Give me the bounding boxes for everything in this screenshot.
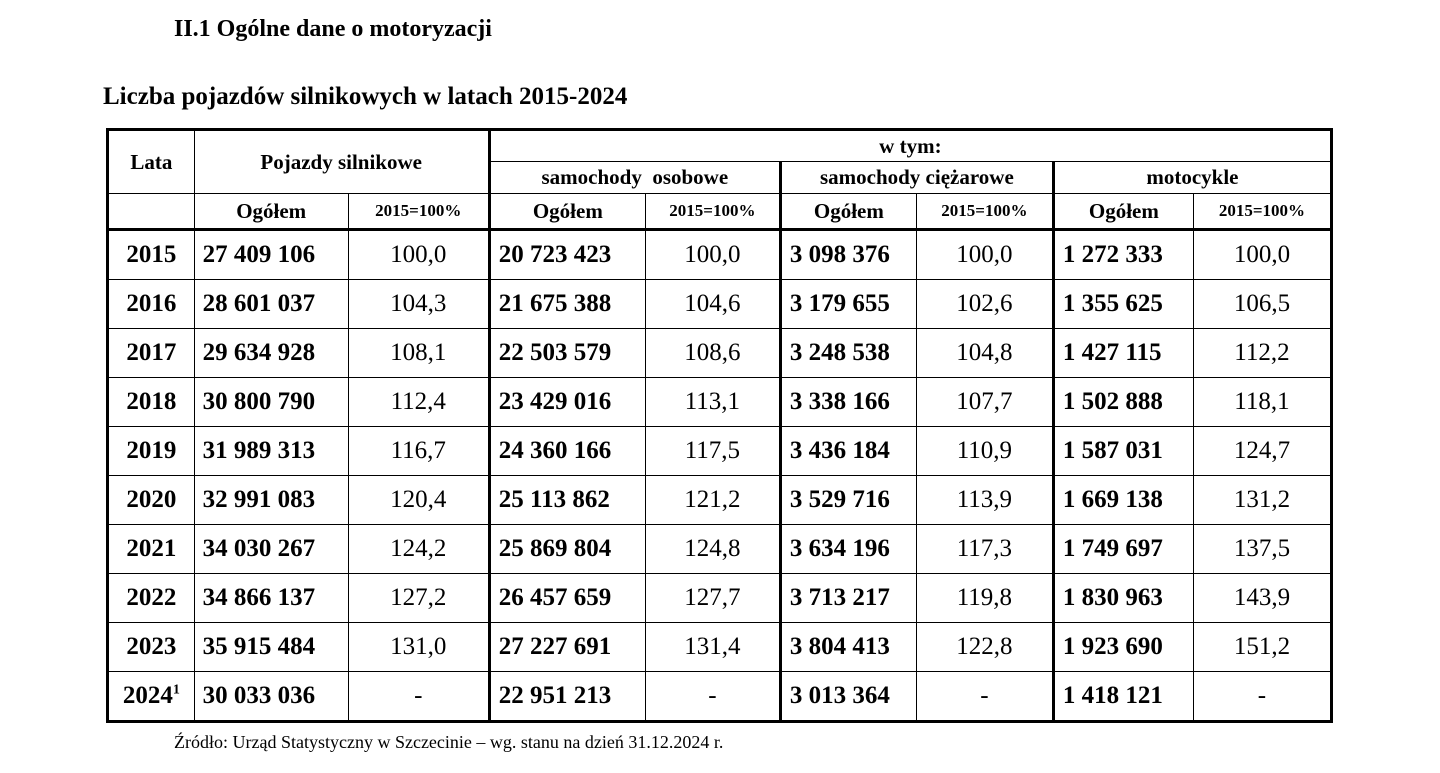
motorcycles-total: 1 923 690 [1053,623,1193,672]
header-trucks: samochody ciężarowe [780,162,1053,194]
section-title: II.1 Ogólne dane o motoryzacji [174,16,492,42]
table-row [108,525,1332,574]
year-value: 2019 [126,437,177,464]
motorcycles-index: 151,2 [1193,623,1331,672]
motorcycles-index: - [1193,672,1331,722]
table-row [108,476,1332,525]
motorcycles-total: 1 830 963 [1053,574,1193,623]
year-cell [108,230,195,280]
trucks-index: 107,7 [916,378,1053,427]
year-value: 2016 [126,290,177,317]
motorcycles-index: 143,9 [1193,574,1331,623]
motorcycles-index: 131,2 [1193,476,1331,525]
trucks-index: 119,8 [916,574,1053,623]
trucks-index: 113,9 [916,476,1053,525]
motor-vehicles-index: - [348,672,489,722]
passenger-cars-total: 22 951 213 [489,672,645,722]
year-value: 2022 [126,584,177,611]
table-row [108,230,1332,280]
header-of-which: w tym: [489,130,1331,162]
motorcycles-total: 1 587 031 [1053,427,1193,476]
passenger-cars-total: 22 503 579 [489,329,645,378]
passenger-cars-index: 121,2 [645,476,780,525]
trucks-total: 3 179 655 [780,280,916,329]
passenger-cars-total: 26 457 659 [489,574,645,623]
trucks-total: 3 634 196 [780,525,916,574]
year-cell [108,525,195,574]
trucks-index: - [916,672,1053,722]
header-motorcycles: motocykle [1053,162,1331,194]
motor-vehicles-index: 120,4 [348,476,489,525]
table-row [108,280,1332,329]
header-index: 2015=100% [916,194,1053,230]
trucks-total: 3 248 538 [780,329,916,378]
header-year: Lata [108,130,195,194]
year-cell [108,623,195,672]
motor-vehicles-index: 108,1 [348,329,489,378]
header-year-blank [108,194,195,230]
trucks-total: 3 713 217 [780,574,916,623]
passenger-cars-index: 104,6 [645,280,780,329]
year-value: 2024 [122,682,173,709]
header-total: Ogółem [1053,194,1193,230]
header-index: 2015=100% [1193,194,1331,230]
motor-vehicles-index: 124,2 [348,525,489,574]
table-row [108,672,1332,722]
motor-vehicles-total: 30 800 790 [194,378,348,427]
trucks-total: 3 338 166 [780,378,916,427]
trucks-index: 100,0 [916,230,1053,280]
header-total: Ogółem [489,194,645,230]
table-title: Liczba pojazdów silnikowych w latach 2015-2024 [103,83,628,110]
year-value: 2020 [126,486,177,513]
trucks-total: 3 529 716 [780,476,916,525]
passenger-cars-index: 117,5 [645,427,780,476]
trucks-total: 3 013 364 [780,672,916,722]
header-motor-vehicles: Pojazdy silnikowe [194,130,489,194]
motor-vehicles-total: 32 991 083 [194,476,348,525]
header-passenger-cars: samochody osobowe [489,162,780,194]
trucks-index: 102,6 [916,280,1053,329]
motorcycles-index: 124,7 [1193,427,1331,476]
passenger-cars-total: 25 113 862 [489,476,645,525]
motor-vehicles-total: 34 866 137 [194,574,348,623]
motorcycles-index: 137,5 [1193,525,1331,574]
passenger-cars-total: 27 227 691 [489,623,645,672]
header-total: Ogółem [780,194,916,230]
passenger-cars-total: 25 869 804 [489,525,645,574]
passenger-cars-index: 108,6 [645,329,780,378]
motor-vehicles-total: 29 634 928 [194,329,348,378]
table-row [108,574,1332,623]
year-value: 2021 [126,535,177,562]
motor-vehicles-total: 35 915 484 [194,623,348,672]
passenger-cars-index: 127,7 [645,574,780,623]
year-cell [108,672,195,722]
motorcycles-index: 106,5 [1193,280,1331,329]
table-row [108,329,1332,378]
motorcycles-total: 1 272 333 [1053,230,1193,280]
trucks-total: 3 804 413 [780,623,916,672]
motor-vehicles-total: 30 033 036 [194,672,348,722]
motorcycles-total: 1 502 888 [1053,378,1193,427]
motorcycles-total: 1 427 115 [1053,329,1193,378]
motor-vehicles-index: 112,4 [348,378,489,427]
passenger-cars-index: 131,4 [645,623,780,672]
passenger-cars-total: 23 429 016 [489,378,645,427]
table-row [108,427,1332,476]
motorcycles-index: 118,1 [1193,378,1331,427]
table-row [108,378,1332,427]
passenger-cars-index: - [645,672,780,722]
motor-vehicles-index: 116,7 [348,427,489,476]
source-note: Źródło: Urząd Statystyczny w Szczecinie – wg. stanu na dzień 31.12.2024 r. [174,732,724,752]
year-value: 2015 [126,241,177,268]
year-value: 2017 [126,339,177,366]
motor-vehicles-total: 31 989 313 [194,427,348,476]
trucks-index: 110,9 [916,427,1053,476]
trucks-total: 3 098 376 [780,230,916,280]
year-cell [108,329,195,378]
year-value: 2018 [126,388,177,415]
motor-vehicles-total: 27 409 106 [194,230,348,280]
passenger-cars-total: 20 723 423 [489,230,645,280]
motorcycles-total: 1 355 625 [1053,280,1193,329]
passenger-cars-total: 24 360 166 [489,427,645,476]
motor-vehicles-total: 28 601 037 [194,280,348,329]
table-row [108,623,1332,672]
year-cell [108,574,195,623]
trucks-index: 104,8 [916,329,1053,378]
motorcycles-total: 1 669 138 [1053,476,1193,525]
motor-vehicles-index: 127,2 [348,574,489,623]
header-total: Ogółem [194,194,348,230]
trucks-index: 122,8 [916,623,1053,672]
motor-vehicles-index: 131,0 [348,623,489,672]
passenger-cars-index: 100,0 [645,230,780,280]
year-cell [108,378,195,427]
motorcycles-total: 1 418 121 [1053,672,1193,722]
header-index: 2015=100% [348,194,489,230]
year-cell [108,427,195,476]
trucks-total: 3 436 184 [780,427,916,476]
year-cell [108,476,195,525]
vehicles-table [106,128,1333,723]
footnote-marker: 1 [172,682,180,698]
motorcycles-index: 100,0 [1193,230,1331,280]
header-index: 2015=100% [645,194,780,230]
year-value: 2023 [126,633,177,660]
passenger-cars-total: 21 675 388 [489,280,645,329]
motorcycles-index: 112,2 [1193,329,1331,378]
trucks-index: 117,3 [916,525,1053,574]
motor-vehicles-index: 104,3 [348,280,489,329]
passenger-cars-index: 113,1 [645,378,780,427]
year-cell [108,280,195,329]
motor-vehicles-index: 100,0 [348,230,489,280]
motor-vehicles-total: 34 030 267 [194,525,348,574]
motorcycles-total: 1 749 697 [1053,525,1193,574]
passenger-cars-index: 124,8 [645,525,780,574]
